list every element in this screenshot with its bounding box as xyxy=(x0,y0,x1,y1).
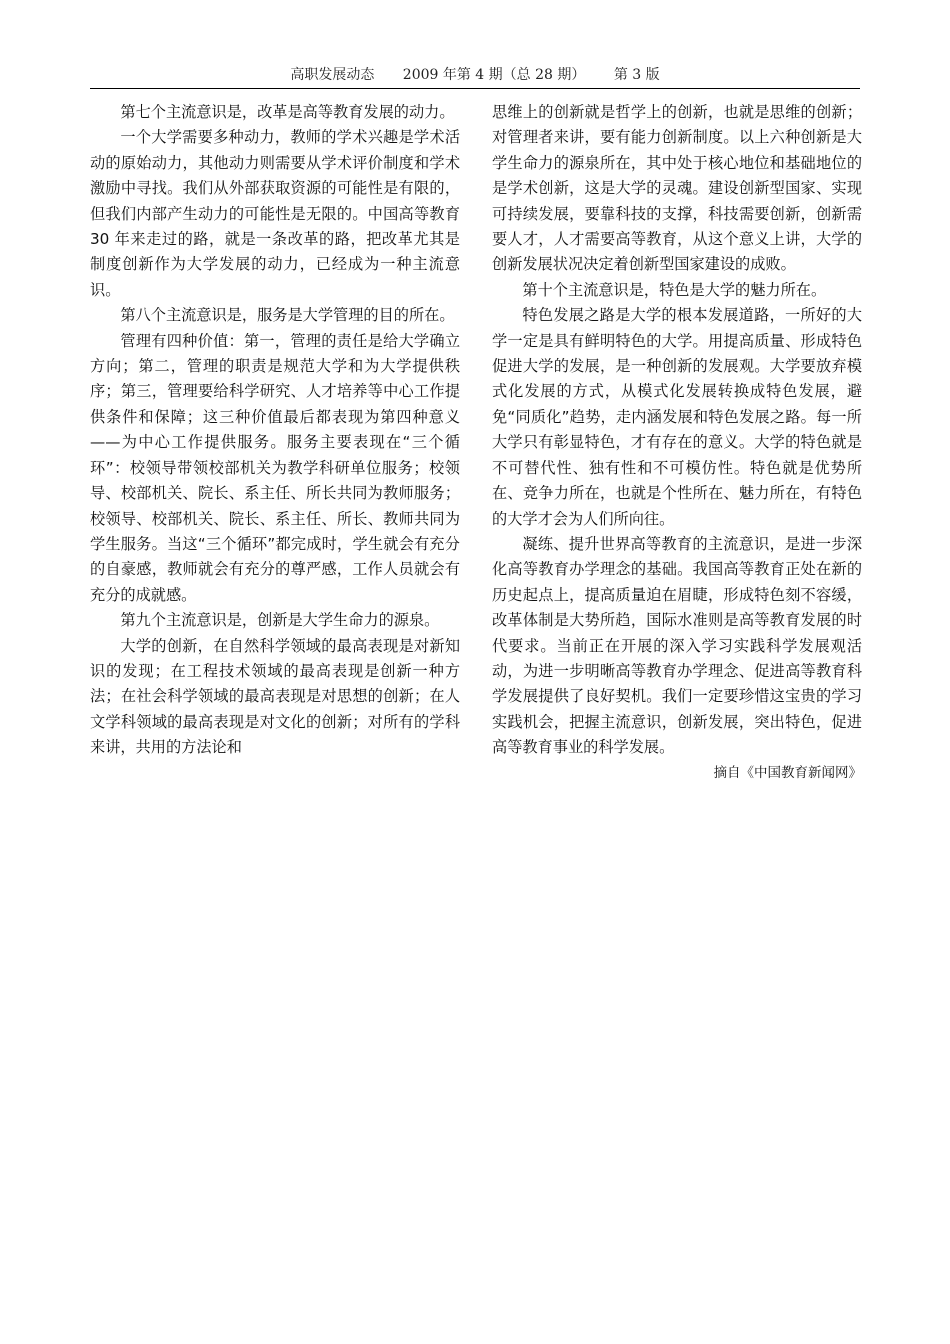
publication-name: 高职发展动态 xyxy=(290,67,375,83)
paragraph: 第七个主流意识是，改革是高等教育发展的动力。 xyxy=(120,103,455,121)
paragraph: 凝练、提升世界高等教育的主流意识，是进一步深化高等教育办学理念的基础。我国高等教育正处在新的历史起点上，提高质量迫在眉睫，形成特色刻不容缓，改革体制是大势所趋，国际水准则是高等教育发展的时代要求。当前正在开展的深入学习实践科学发展观活动，为进一步明晰高等教育办学理念、促进高等教育科学发展提供了良好契机。我们一定要珍惜这宝贵的学习实践机会，把握主流意识，创新发展，突出特色，促进高等教育事业的科学发展。 xyxy=(492,534,862,757)
paragraph: 大学的创新，在自然科学领域的最高表现是对新知识的发现；在工程技术领域的最高表现是创新一种方法；在社会科学领域的最高表现是对思想的创新；在人文学科领域的最高表现是对文化的创新；对所有的学科来讲，共用的方法论和 xyxy=(90,636,460,757)
issue-number: 2009 年第 4 期（总 28 期） xyxy=(402,67,586,83)
source-attribution: 摘自《中国教育新闻网》 xyxy=(713,764,862,781)
paragraph-continued: 思维上的创新就是哲学上的创新，也就是思维的创新；对管理者来讲，要有能力创新制度。以上六种创新是大学生命力的源泉所在，其中处于核心地位和基础地位的是学术创新，这是大学的灵魂。建设创新型国家、实现可持续发展，要靠科技的支撑，科技需要创新，创新需要人才，人才需要高等教育，从这个意义上讲，大学的创新发展状况决定着创新型国家建设的成败。 xyxy=(492,103,862,274)
paragraph: 第九个主流意识是，创新是大学生命力的源泉。 xyxy=(120,611,440,630)
page-header xyxy=(90,64,860,89)
paragraph: 特色发展之路是大学的根本发展道路，一所好的大学一定是具有鲜明特色的大学。用提高质量、形成特色促进大学的发展，是一种创新的发展观。大学要放弃模式化发展的方式，从模式化发展转换成特色发展，避免“同质化”趋势，走内涵发展和特色发展之路。每一所大学只有彰显特色，才有存在的意义。大学的特色就是不可替代性、独有性和不可模仿性。特色就是优势所在、竞争力所在，也就是个性所在、魅力所在，有特色的大学才会为人们所向往。 xyxy=(492,306,862,528)
paragraph: 第八个主流意识是，服务是大学管理的目的所在。 xyxy=(120,306,455,325)
left-column xyxy=(90,100,460,761)
paragraph: 一个大学需要多种动力，教师的学术兴趣是学术活动的原始动力，其他动力则需要从学术评价制度和学术激励中寻找。我们从外部获取资源的可能性是有限的，但我们内部产生动力的可能性是无限的。中国高等教育 30 年来走过的路，就是一条改革的路，把改革尤其是制度创新作为大学发展的动力，已经成为一种主流意识。 xyxy=(90,128,460,299)
paragraph: 管理有四种价值：第一，管理的责任是给大学确立方向；第二，管理的职责是规范大学和为大学提供秩序；第三，管理要给科学研究、人才培养等中心工作提供条件和保障；这三种价值最后都表现为第四种意义——为中心工作提供服务。服务主要表现在“三个循环”：校领导带领校部机关为教学科研单位服务；校领导、校部机关、院长、系主任、所长共同为教师服务；校领导、校部机关、院长、系主任、所长、教师共同为学生服务。当这“三个循环”都完成时，学生就会有充分的自豪感，教师就会有充分的尊严感，工作人员就会有充分的成就感。 xyxy=(90,331,460,604)
right-column xyxy=(492,100,862,786)
paragraph: 第十个主流意识是，特色是大学的魅力所在。 xyxy=(522,280,827,299)
page-number: 第 3 版 xyxy=(613,67,660,83)
